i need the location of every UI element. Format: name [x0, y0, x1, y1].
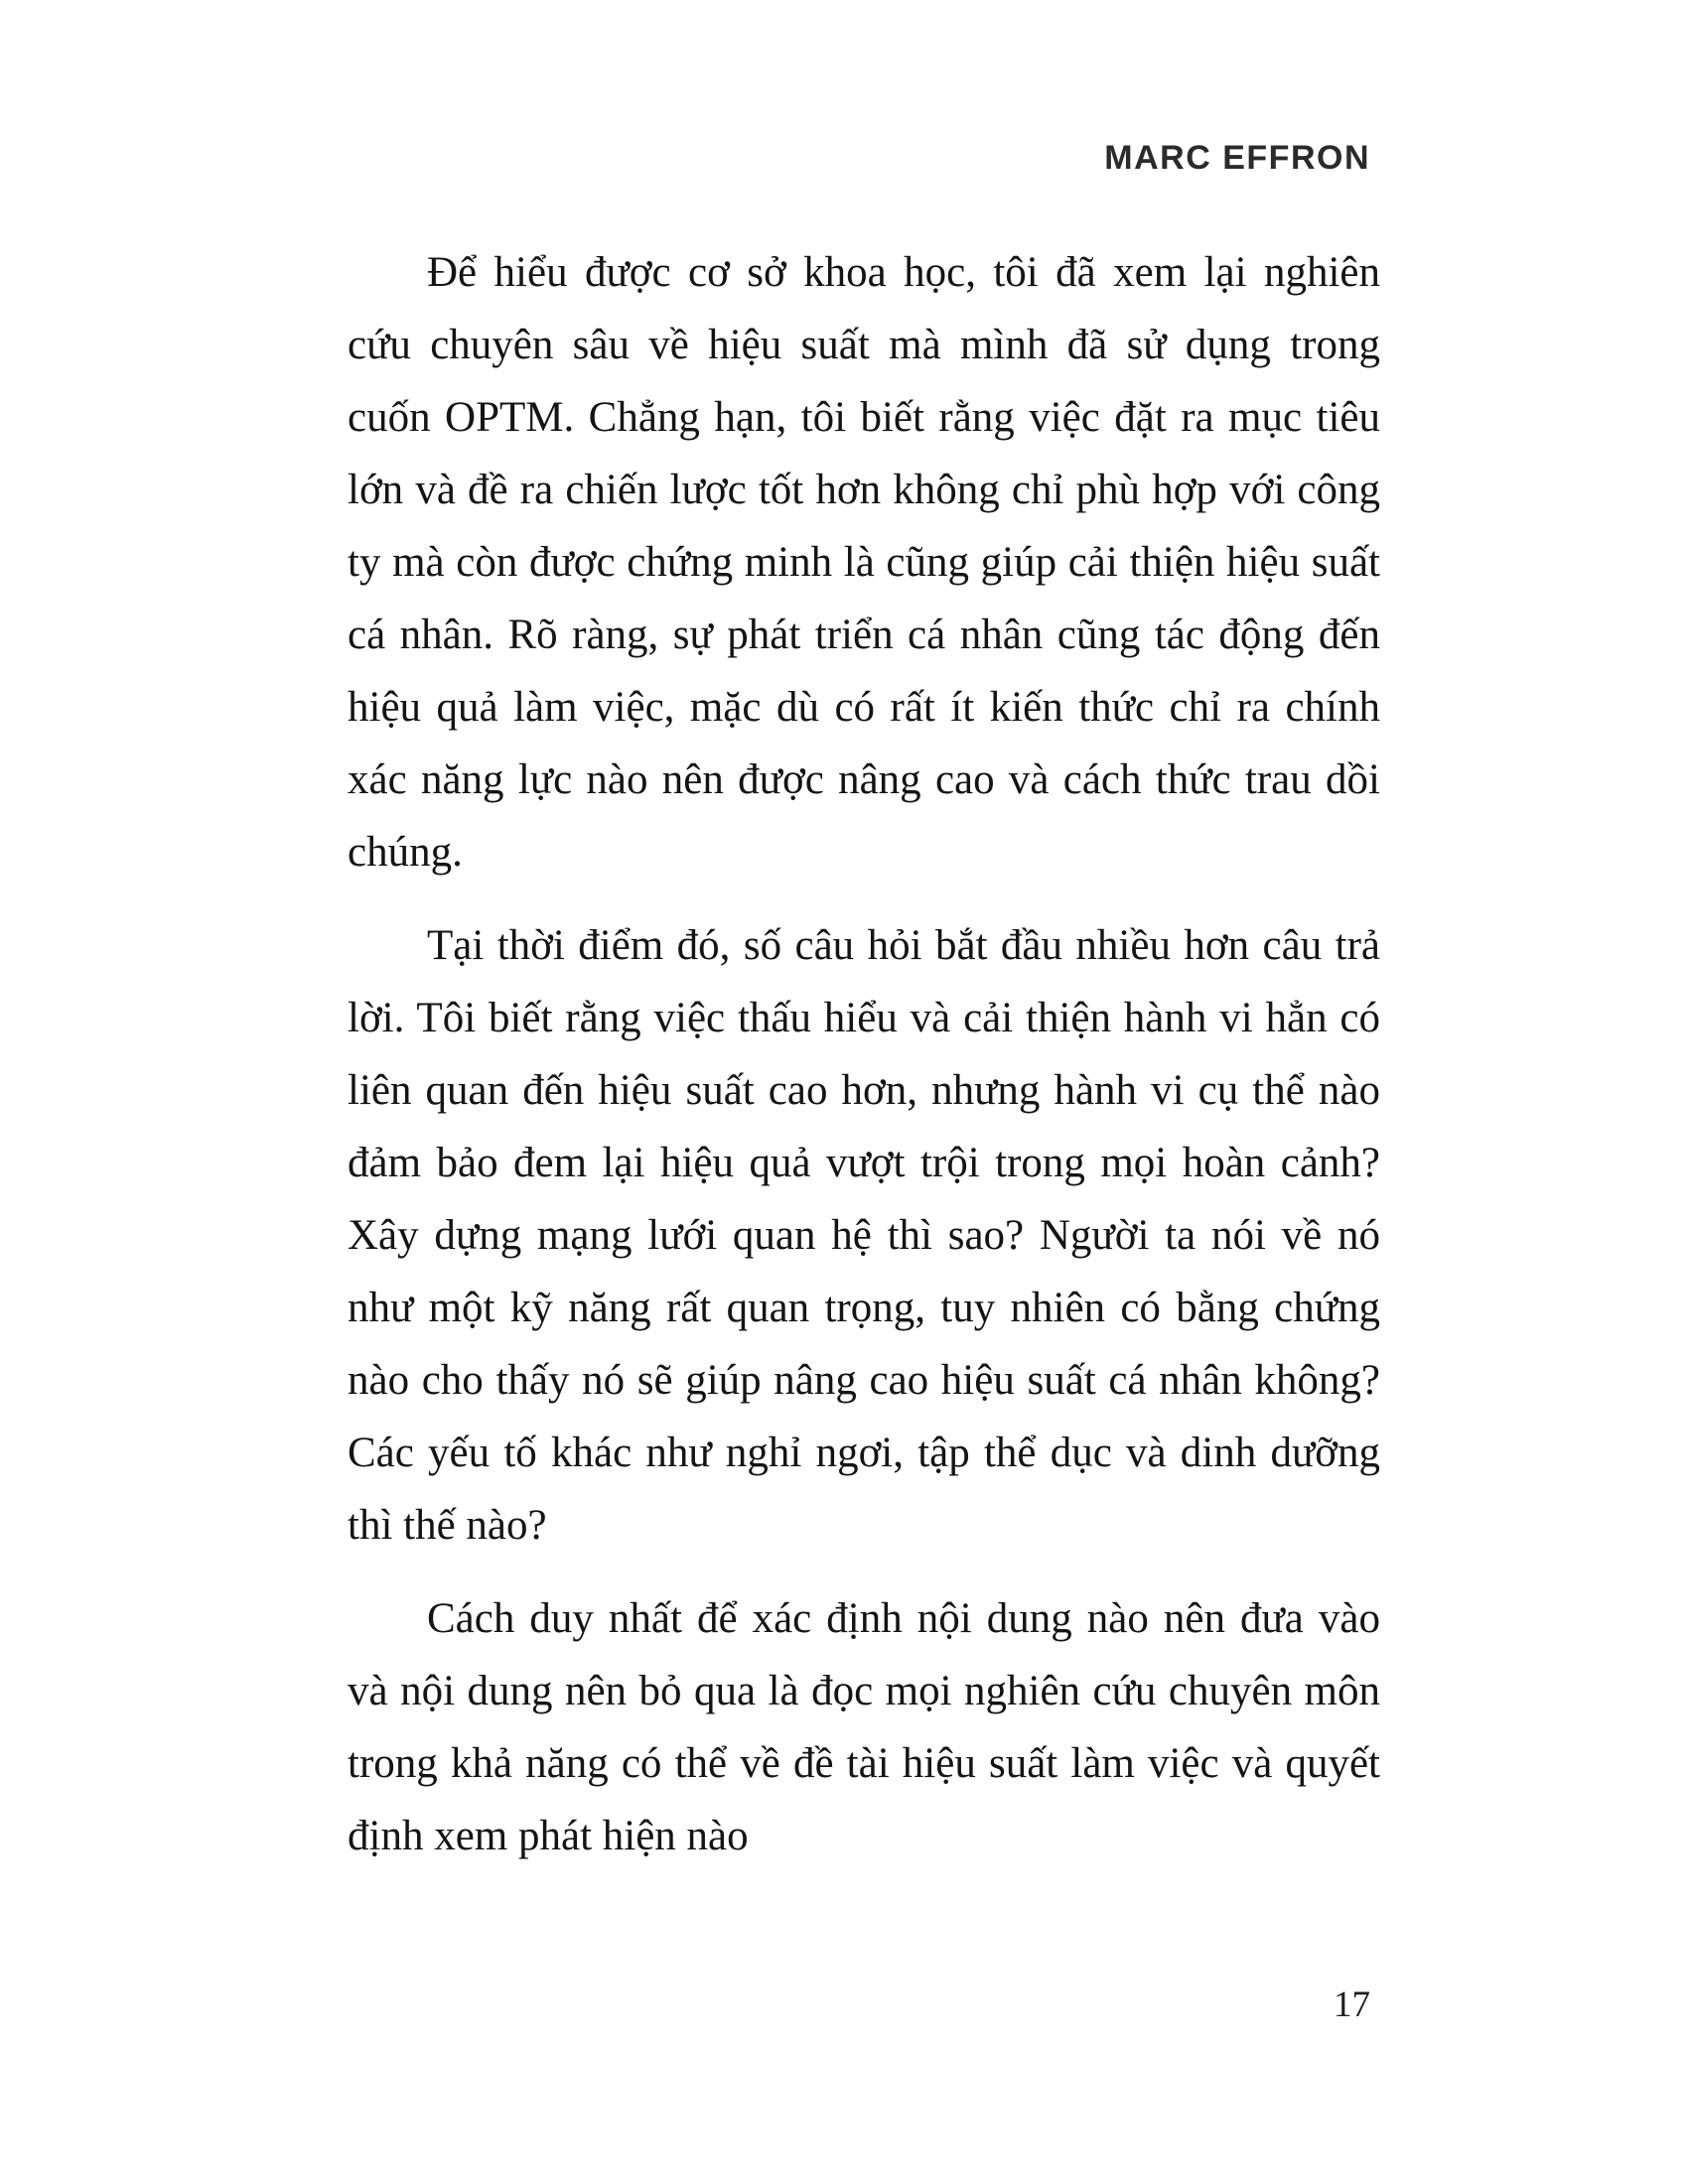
body-paragraph: Cách duy nhất để xác định nội dung nào nên đưa vào và nội dung nên bỏ qua là đọc mọi nghiên cứu chuyên môn trong khả năng có thể về đề tài hiệu suất làm việc và quyết định xem phát hiện nào	[348, 1595, 1380, 1859]
body-paragraph: Tại thời điểm đó, số câu hỏi bắt đầu nhiều hơn câu trả lời. Tôi biết rằng việc thấu hiểu và cải thiện hành vi hẳn có liên quan đến hiệu suất cao hơn, nhưng hành vi cụ thể nào đảm bảo đem lại hiệu quả vượt trội trong mọi hoàn cảnh? Xây dựng mạng lưới quan hệ thì sao? Người ta nói về nó như một kỹ năng rất quan trọng, tuy nhiên có bằng chứng nào cho thấy nó sẽ giúp nâng cao hiệu suất cá nhân không? Các yếu tố khác như nghỉ ngơi, tập thể dục và dinh dưỡng thì thế nào?	[348, 922, 1380, 1549]
page-number: 17	[1334, 1984, 1370, 2025]
body-text-block	[348, 236, 1380, 1893]
running-head-author: MARC EFFRON	[1104, 139, 1370, 177]
body-paragraph: Để hiểu được cơ sở khoa học, tôi đã xem lại nghiên cứu chuyên sâu về hiệu suất mà mình đã sử dụng trong cuốn OPTM. Chẳng hạn, tôi biết rằng việc đặt ra mục tiêu lớn và đề ra chiến lược tốt hơn không chỉ phù hợp với công ty mà còn được chứng minh là cũng giúp cải thiện hiệu suất cá nhân. Rõ ràng, sự phát triển cá nhân cũng tác động đến hiệu quả làm việc, mặc dù có rất ít kiến thức chỉ ra chính xác năng lực nào nên được nâng cao và cách thức trau dồi chúng.	[348, 249, 1380, 876]
